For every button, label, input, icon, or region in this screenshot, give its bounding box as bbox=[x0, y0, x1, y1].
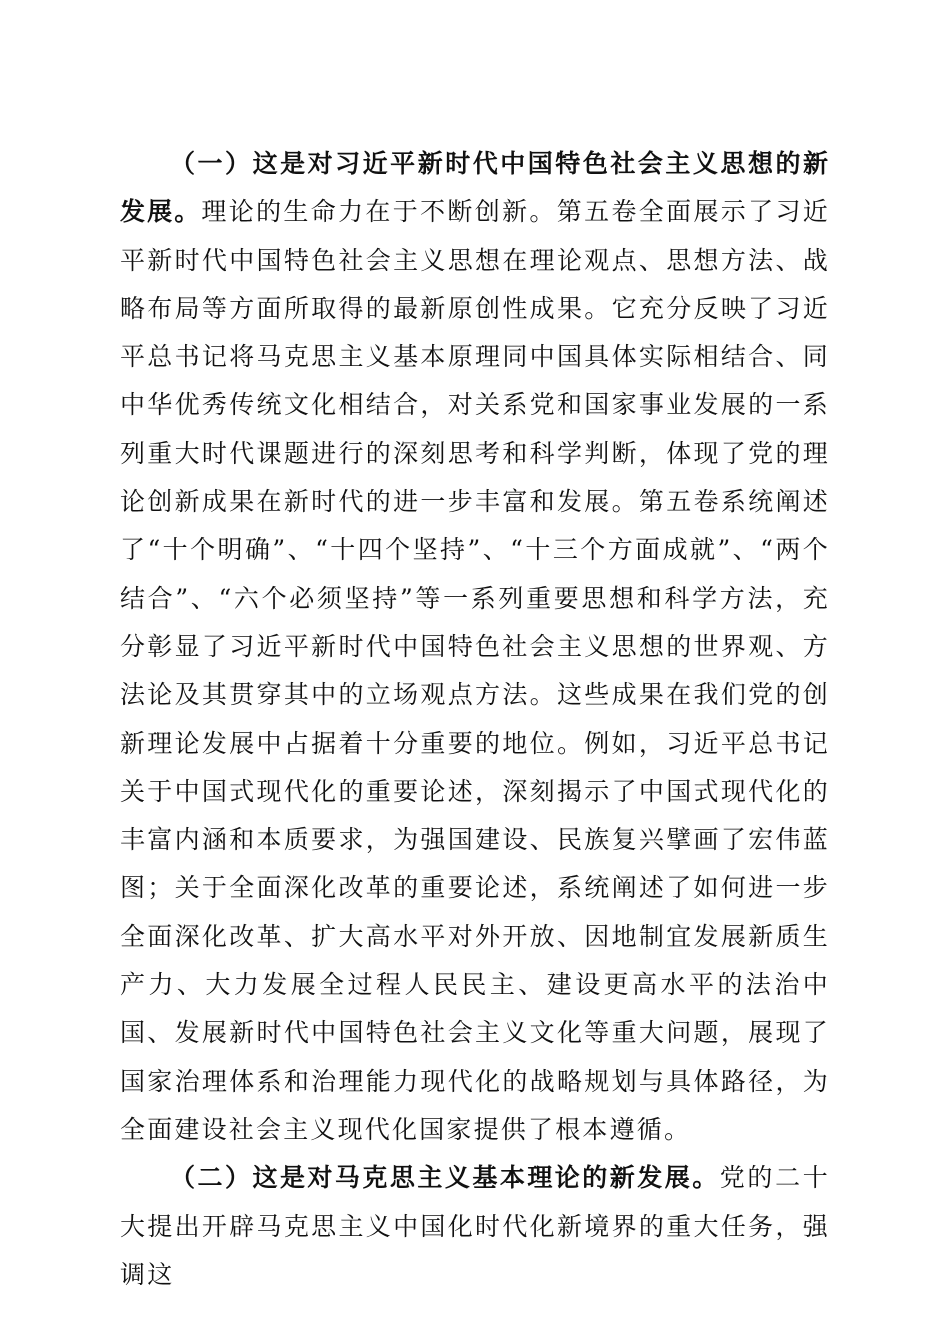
paragraph-2-text: 党的二十大提出开辟马克思主义中国化时代化新境界的重大任务，强调这 bbox=[120, 1163, 830, 1289]
paragraph-1 bbox=[120, 140, 830, 1154]
document-body bbox=[120, 140, 830, 1299]
paragraph-2 bbox=[120, 1154, 830, 1299]
paragraph-1-heading: （一）这是对习近平新时代中国特色社会主义思想的新发展。 bbox=[120, 149, 830, 227]
paragraph-1-text: 理论的生命力在于不断创新。第五卷全面展示了习近平新时代中国特色社会主义思想在理论观点、思想方法、战略布局等方面所取得的最新原创性成果。它充分反映了习近平总书记将马克思主义基本原理同中国具体实际相结合、同中华优秀传统文化相结合，对关系党和国家事业发展的一系列重大时代课题进行的深刻思考和科学判断，体现了党的理论创新成果在新时代的进一步丰富和发展。第五卷系统阐述了“十个明确”、“十四个坚持”、“十三个方面成就”、“两个结合”、“六个必须坚持”等一系列重要思想和科学方法，充分彰显了习近平新时代中国特色社会主义思想的世界观、方法论及其贯穿其中的立场观点方法。这些成果在我们党的创新理论发展中占据着十分重要的地位。例如，习近平总书记关于中国式现代化的重要论述，深刻揭示了中国式现代化的丰富内涵和本质要求，为强国建设、民族复兴擘画了宏伟蓝图；关于全面深化改革的重要论述，系统阐述了如何进一步全面深化改革、扩大高水平对外开放、因地制宜发展新质生产力、大力发展全过程人民民主、建设更高水平的法治中国、发展新时代中国特色社会主义文化等重大问题，展现了国家治理体系和治理能力现代化的战略规划与具体路径，为全面建设社会主义现代化国家提供了根本遵循。 bbox=[120, 197, 830, 1144]
paragraph-2-heading: （二）这是对马克思主义基本理论的新发展。 bbox=[170, 1163, 720, 1193]
